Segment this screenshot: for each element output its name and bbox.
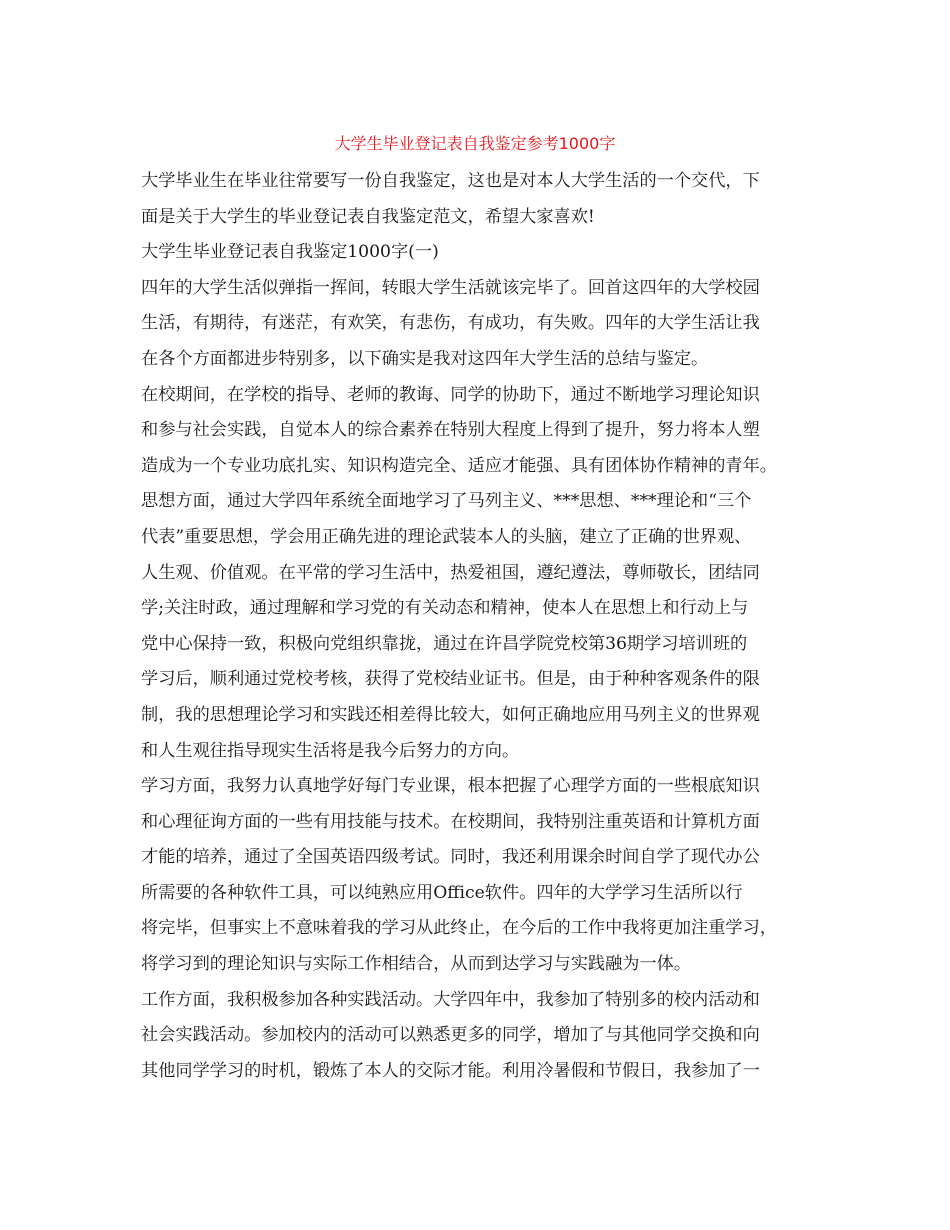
document-title: 大学生毕业登记表自我鉴定参考1000字 xyxy=(334,134,616,153)
text-line: 所需要的各种软件工具，可以纯熟应用Office软件。四年的大学学习生活所以行 xyxy=(141,882,743,903)
text-line: 面是关于大学生的毕业登记表自我鉴定范文，希望大家喜欢! xyxy=(141,206,595,227)
text-line: 将学习到的理论知识与实际工作相结合，从而到达学习与实践融为一体。 xyxy=(141,954,692,975)
text-line: 代表”重要思想，学会用正确先进的理论武装本人的头脑，建立了正确的世界观、 xyxy=(141,526,752,547)
text-line: 人生观、价值观。在平常的学习生活中，热爱祖国，遵纪遵法，尊师敬长，团结同 xyxy=(141,562,760,583)
text-line: 在各个方面都进步特别多，以下确实是我对这四年大学生活的总结与鉴定。 xyxy=(141,348,709,369)
document-body xyxy=(141,164,821,1089)
text-line: 大学生毕业登记表自我鉴定1000字(一) xyxy=(141,242,439,263)
text-line: 四年的大学生活似弹指一挥间，转眼大学生活就该完毕了。回首这四年的大学校园 xyxy=(141,277,760,298)
text-line: 学习后，顺利通过党校考核，获得了党校结业证书。但是，由于种种客观条件的限 xyxy=(141,669,760,690)
text-line: 和心理征询方面的一些有用技能与技术。在校期间，我特别注重英语和计算机方面 xyxy=(141,811,760,832)
text-line: 党中心保持一致，积极向党组织靠拢，通过在许昌学院党校第36期学习培训班的 xyxy=(141,633,748,654)
text-line: 和参与社会实践，自觉本人的综合素养在特别大程度上得到了提升，努力将本人塑 xyxy=(141,420,760,441)
text-line: 学;关注时政，通过理解和学习党的有关动态和精神，使本人在思想上和行动上与 xyxy=(141,598,749,619)
text-line: 生活，有期待，有迷茫，有欢笑，有悲伤，有成功，有失败。四年的大学生活让我 xyxy=(141,313,760,334)
text-line: 社会实践活动。参加校内的活动可以熟悉更多的同学，增加了与其他同学交换和向 xyxy=(141,1025,760,1046)
text-line: 其他同学学习的时机，锻炼了本人的交际才能。利用冷暑假和节假日，我参加了一 xyxy=(141,1060,760,1081)
text-line: 制，我的思想理论学习和实践还相差得比较大，如何正确地应用马列主义的世界观 xyxy=(141,704,760,725)
text-line: 和人生观往指导现实生活将是我今后努力的方向。 xyxy=(141,740,520,761)
text-line: 将完毕，但事实上不意味着我的学习从此终止，在今后的工作中我将更加注重学习， xyxy=(141,918,777,939)
text-line: 在校期间，在学校的指导、老师的教诲、同学的协助下，通过不断地学习理论知识 xyxy=(141,384,760,405)
text-line: 才能的培养，通过了全国英语四级考试。同时，我还利用课余时间自学了现代办公 xyxy=(141,847,760,868)
text-line: 造成为一个专业功底扎实、知识构造完全、适应才能强、具有团体协作精神的青年。 xyxy=(141,455,777,476)
text-line: 工作方面，我积极参加各种实践活动。大学四年中，我参加了特别多的校内活动和 xyxy=(141,989,760,1010)
text-line: 思想方面，通过大学四年系统全面地学习了马列主义、***思想、***理论和“三个 xyxy=(141,491,752,512)
text-line: 学习方面，我努力认真地学好每门专业课，根本把握了心理学方面的一些根底知识 xyxy=(141,776,760,797)
text-line: 大学毕业生在毕业往常要写一份自我鉴定，这也是对本人大学生活的一个交代，下 xyxy=(141,171,760,191)
